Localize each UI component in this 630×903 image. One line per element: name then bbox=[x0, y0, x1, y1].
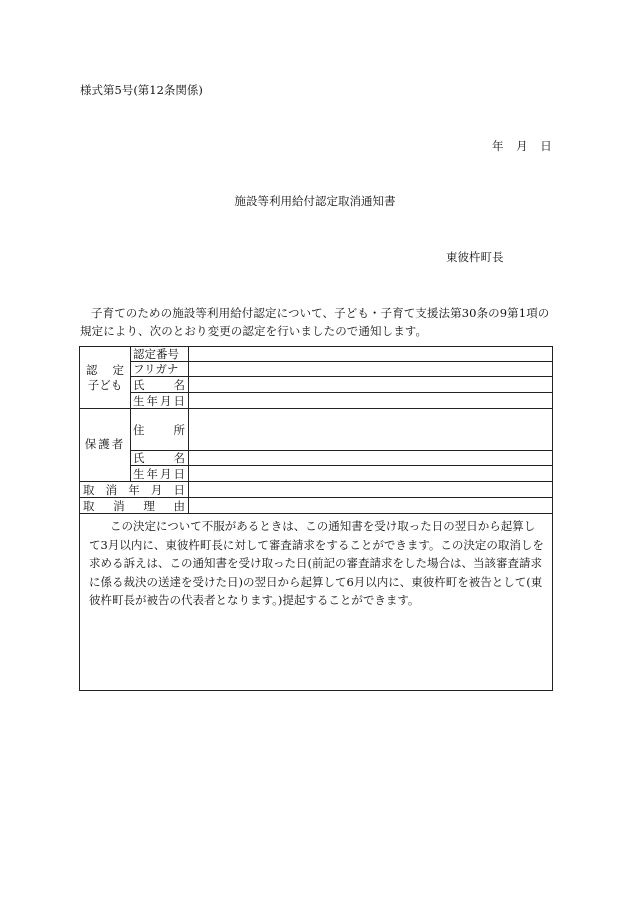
intro-paragraph: 子育てのための施設等利用給付認定について、子ども・子育て支援法第30条の9第1項の規定により、次のとおり変更の認定を行いましたので通知します。 bbox=[80, 306, 550, 338]
row-divider bbox=[131, 465, 553, 466]
label-child-birth: 生年月日 bbox=[133, 394, 185, 408]
label-guardian-address: 住所 bbox=[133, 423, 185, 437]
row-divider bbox=[131, 450, 553, 451]
label-furigana: フリガナ bbox=[133, 362, 179, 376]
document-title: 施設等利用給付認定取消通知書 bbox=[234, 194, 396, 208]
child-group-label-1: 認 定 bbox=[86, 363, 124, 377]
row-divider bbox=[80, 481, 553, 482]
label-cancel-reason: 取消理由 bbox=[83, 499, 185, 513]
row-divider bbox=[131, 376, 553, 377]
issuer-name: 東彼杵町長 bbox=[446, 250, 504, 264]
guardian-group-label: 保護者 bbox=[84, 437, 126, 451]
label-child-name: 氏名 bbox=[133, 378, 185, 392]
row-divider bbox=[80, 408, 553, 409]
appeal-notice: この決定について不服があるときは、この通知書を受け取った日の翌日から起算して3月以内に、東彼杵町長に対して審査請求をすることができます。この決定の取消しを求める訴えは、この通知書を受け取った日(前記の審査請求をした場合は、当該審査請求に係る裁決の送達を受けた日)の翌日から起算して6月以内に、東彼杵町を被告として(東彼杵町長が被告の代表者となります。)提起することができます。 bbox=[89, 519, 544, 607]
child-group-label-2: 子ども bbox=[87, 378, 123, 392]
row-divider bbox=[131, 361, 553, 362]
label-certification-number: 認定番号 bbox=[133, 347, 179, 361]
column-divider bbox=[188, 347, 189, 513]
certification-table bbox=[79, 346, 553, 691]
label-guardian-birth: 生年月日 bbox=[133, 467, 185, 481]
row-divider bbox=[131, 392, 553, 393]
row-divider bbox=[80, 497, 553, 498]
column-divider bbox=[130, 347, 131, 481]
date-line: 年 月 日 bbox=[492, 139, 552, 153]
label-guardian-name: 氏名 bbox=[133, 451, 185, 465]
form-number: 様式第5号(第12条関係) bbox=[80, 83, 203, 97]
label-cancel-date: 取消年月日 bbox=[83, 483, 185, 497]
row-divider bbox=[80, 513, 553, 514]
